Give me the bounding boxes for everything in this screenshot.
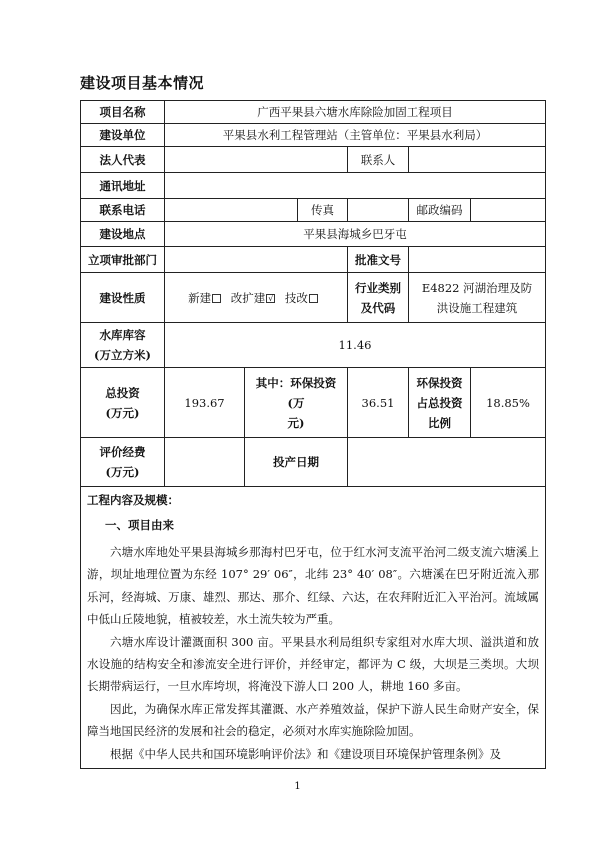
checkbox-new	[212, 294, 221, 303]
eval-fee-label: 评价经费 (万元)	[81, 438, 165, 487]
project-name-value: 广西平果县六塘水库除险加固工程项目	[165, 101, 546, 124]
env-investment-label: 其中：环保投资(万 元)	[245, 368, 348, 438]
fax-label: 传真	[298, 199, 348, 222]
builder-value: 平果县水利工程管理站（主管单位：平果县水利局）	[165, 124, 546, 147]
capacity-value: 11.46	[165, 323, 546, 368]
checkbox-expand: √	[268, 294, 274, 303]
section-title: 建设项目基本情况	[80, 74, 205, 92]
project-content	[81, 487, 546, 769]
legal-rep-label: 法人代表	[81, 147, 165, 173]
nature-option-expand: 改扩建	[230, 290, 266, 305]
nature-option-new: 新建	[188, 290, 212, 305]
location-label: 建设地点	[81, 222, 165, 247]
contact-value	[409, 147, 546, 173]
content-paragraph: 因此，为确保水库正常发挥其灌溉、水产养殖效益，保护下游人民生命财产安全，保障当地国民经济的发展和社会的稳定，必须对水库实施除险加固。	[87, 701, 539, 739]
eval-fee-value	[165, 438, 245, 487]
phone-label: 联系电话	[81, 199, 165, 222]
approval-dept-value	[165, 247, 348, 273]
project-info-table	[80, 100, 546, 769]
content-heading: 工程内容及规模：	[87, 493, 179, 507]
production-date-label: 投产日期	[245, 438, 348, 487]
nature-option-upgrade: 技改	[284, 290, 308, 305]
approval-dept-label: 立项审批部门	[81, 247, 165, 273]
industry-label: 行业类别 及代码	[348, 273, 409, 323]
env-investment-value: 36.51	[348, 368, 409, 438]
capacity-label: 水库库容 (万立方米)	[81, 323, 165, 368]
postcode-label: 邮政编码	[409, 199, 471, 222]
page-number: 1	[294, 781, 301, 792]
address-value	[165, 173, 546, 199]
env-ratio-value: 18.85%	[471, 368, 546, 438]
phone-value	[165, 199, 298, 222]
legal-rep-value	[165, 147, 348, 173]
industry-value: E4822 河湖治理及防 洪设施工程建筑	[409, 273, 546, 323]
postcode-value	[471, 199, 546, 222]
approval-no-value	[409, 247, 546, 273]
total-investment-value: 193.67	[165, 368, 245, 438]
checkbox-upgrade	[309, 294, 318, 303]
project-name-label: 项目名称	[81, 101, 165, 124]
fax-value	[348, 199, 409, 222]
builder-label: 建设单位	[81, 124, 165, 147]
nature-options	[165, 273, 348, 323]
content-paragraph: 六塘水库地处平果县海城乡那海村巴牙屯，位于红水河支流平治河二级支流六塘溪上游，坝址地理位置为东经 107° 29′ 06″，北纬 23° 40′ 08″。六塘溪在巴牙附近流入那乐河，经海城、万康、雄烈、那达、那介、红绿、六达，在农拜附近汇入平治河。流域属中低山丘陵地貌，植被较差，水土流失较为严重。	[87, 545, 539, 627]
env-ratio-label: 环保投资 占总投资 比例	[409, 368, 471, 438]
content-paragraph: 根据《中华人民共和国环境影响评价法》和《建设项目环境保护管理条例》及	[110, 746, 501, 761]
address-label: 通讯地址	[81, 173, 165, 199]
section-heading: 一、项目由来	[105, 518, 174, 532]
location-value: 平果县海城乡巴牙屯	[165, 222, 546, 247]
content-paragraph: 六塘水库设计灌溉面积 300 亩。平果县水利局组织专家组对水库大坝、溢洪道和放水设施的结构安全和渗流安全进行评价，并经审定，都评为 C 级，大坝是三类坝。大坝长期带病运行，一旦水库垮坝，将淹没下游人口 200 人，耕地 160 多亩。	[87, 634, 539, 694]
nature-label: 建设性质	[81, 273, 165, 323]
total-investment-label: 总投资 (万元)	[81, 368, 165, 438]
contact-label: 联系人	[348, 147, 409, 173]
production-date-value	[348, 438, 546, 487]
approval-no-label: 批准文号	[348, 247, 409, 273]
